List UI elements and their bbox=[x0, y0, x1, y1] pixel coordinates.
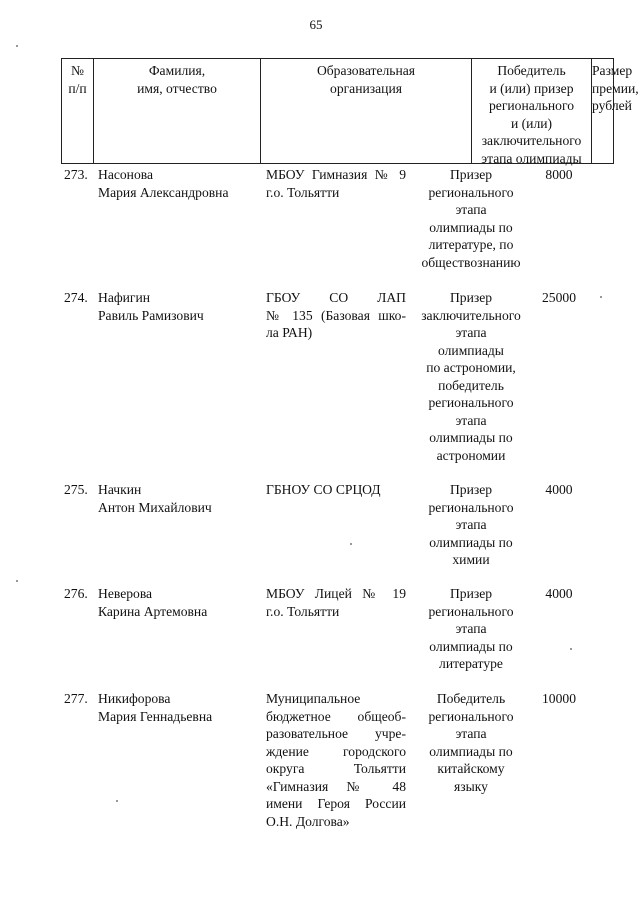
header-winner: Победитель и (или) призер регионального и (или) заключительного этапа олимпиады bbox=[471, 59, 591, 163]
winner-line: регионального bbox=[428, 499, 514, 515]
winner-line: Призер bbox=[449, 167, 493, 182]
row-organization bbox=[266, 289, 406, 342]
winner-line: олимпиады по bbox=[429, 430, 513, 445]
given-names: Мария Геннадьевна bbox=[98, 708, 213, 724]
winner-line: обществознанию bbox=[421, 254, 521, 270]
row-prize: 8000 bbox=[545, 167, 573, 182]
winner-line: языку bbox=[454, 778, 488, 794]
given-names: Карина Артемовна bbox=[98, 603, 208, 619]
row-prize: 10000 bbox=[542, 691, 576, 706]
winner-line: олимпиады по bbox=[429, 219, 513, 235]
row-number: 274. bbox=[64, 290, 88, 305]
row-winner bbox=[412, 690, 530, 795]
header-prize: Размер премии, рублей bbox=[591, 59, 614, 163]
winner-line: регионального bbox=[428, 708, 514, 724]
winner-line: по астрономии, bbox=[426, 360, 516, 375]
scan-speck bbox=[600, 296, 602, 298]
org-line: разовательное учре- bbox=[266, 726, 406, 741]
row-winner bbox=[412, 166, 530, 271]
given-names: Мария Александровна bbox=[98, 184, 229, 200]
winner-line: победитель bbox=[438, 377, 504, 393]
winner-line: регионального bbox=[428, 603, 514, 619]
row-number: 276. bbox=[64, 586, 88, 601]
winner-line: этапа bbox=[455, 517, 487, 532]
surname: Неверова bbox=[98, 586, 153, 601]
org-line: «Гимназия № 48 bbox=[266, 778, 406, 794]
given-names: Антон Михайлович bbox=[98, 499, 212, 515]
org-line: г.о. Тольятти bbox=[266, 603, 340, 619]
row-winner bbox=[412, 481, 530, 569]
winner-line: китайскому bbox=[437, 761, 505, 776]
header-number: № п/п bbox=[61, 59, 93, 163]
row-prize: 4000 bbox=[545, 586, 573, 601]
winner-line: этапа bbox=[455, 412, 487, 428]
scan-speck bbox=[570, 648, 572, 650]
org-line: г.о. Тольятти bbox=[266, 184, 340, 200]
org-line: ГБОУ СО ЛАП bbox=[266, 290, 406, 305]
row-name bbox=[98, 481, 256, 516]
surname: Начкин bbox=[98, 482, 142, 497]
winner-line: регионального bbox=[428, 395, 514, 410]
org-line: МБОУ Гимназия № 9 bbox=[266, 167, 406, 182]
row-organization bbox=[266, 585, 406, 620]
winner-line: Призер bbox=[449, 482, 493, 497]
header-name: Фамилия, имя, отчество bbox=[93, 59, 260, 163]
org-line: имени Героя России bbox=[266, 796, 406, 811]
winner-line: олимпиады по bbox=[429, 638, 513, 654]
winner-line: Призер bbox=[449, 586, 493, 601]
row-name bbox=[98, 585, 256, 620]
org-line: ла РАН) bbox=[266, 325, 313, 340]
winner-line: химии bbox=[452, 552, 490, 567]
org-line: О.Н. Долгова» bbox=[266, 813, 350, 829]
table-header bbox=[61, 58, 639, 166]
row-winner bbox=[412, 585, 530, 673]
winner-line: олимпиады по bbox=[429, 534, 513, 550]
scan-speck bbox=[16, 580, 18, 582]
winner-line: олимпиады по bbox=[429, 743, 513, 759]
surname: Никифорова bbox=[98, 691, 171, 706]
winner-line: литературе, по bbox=[428, 237, 514, 252]
winner-line: Призер bbox=[449, 290, 493, 305]
winner-line: этапа bbox=[455, 621, 487, 636]
row-prize: 4000 bbox=[545, 482, 573, 497]
org-line: ГБНОУ СО СРЦОД bbox=[266, 482, 381, 497]
row-organization bbox=[266, 481, 406, 499]
page-number: 65 bbox=[309, 17, 323, 32]
winner-line: Победитель bbox=[436, 691, 506, 706]
winner-line: астрономии bbox=[436, 447, 506, 463]
org-line: округа Тольятти bbox=[266, 761, 406, 776]
row-number: 275. bbox=[64, 482, 88, 497]
row-number: 273. bbox=[64, 167, 88, 182]
org-line: Муниципальное bbox=[266, 691, 361, 706]
winner-line: литературе bbox=[439, 656, 503, 671]
surname: Насонова bbox=[98, 167, 154, 182]
scan-speck bbox=[350, 543, 352, 545]
org-line: бюджетное общеоб- bbox=[266, 708, 406, 724]
row-name bbox=[98, 690, 256, 725]
winner-line: олимпиады bbox=[438, 342, 504, 358]
row-name bbox=[98, 289, 256, 324]
org-line: МБОУ Лицей № 19 bbox=[266, 586, 406, 601]
winner-line: регионального bbox=[428, 184, 514, 200]
scan-speck bbox=[16, 45, 18, 47]
org-line: № 135 (Базовая шко- bbox=[266, 307, 406, 323]
row-name bbox=[98, 166, 256, 201]
winner-line: заключительного bbox=[421, 307, 521, 323]
row-organization bbox=[266, 690, 406, 830]
winner-line: этапа bbox=[455, 202, 487, 217]
scan-speck bbox=[116, 800, 118, 802]
row-number: 277. bbox=[64, 691, 88, 706]
row-prize: 25000 bbox=[542, 290, 576, 305]
winner-line: этапа bbox=[455, 325, 487, 340]
org-line: ждение городского bbox=[266, 743, 406, 759]
row-winner bbox=[412, 289, 530, 464]
row-organization bbox=[266, 166, 406, 201]
header-organization: Образовательная организация bbox=[260, 59, 471, 163]
winner-line: этапа bbox=[455, 726, 487, 741]
surname: Нафигин bbox=[98, 290, 151, 305]
given-names: Равиль Рамизович bbox=[98, 307, 204, 323]
